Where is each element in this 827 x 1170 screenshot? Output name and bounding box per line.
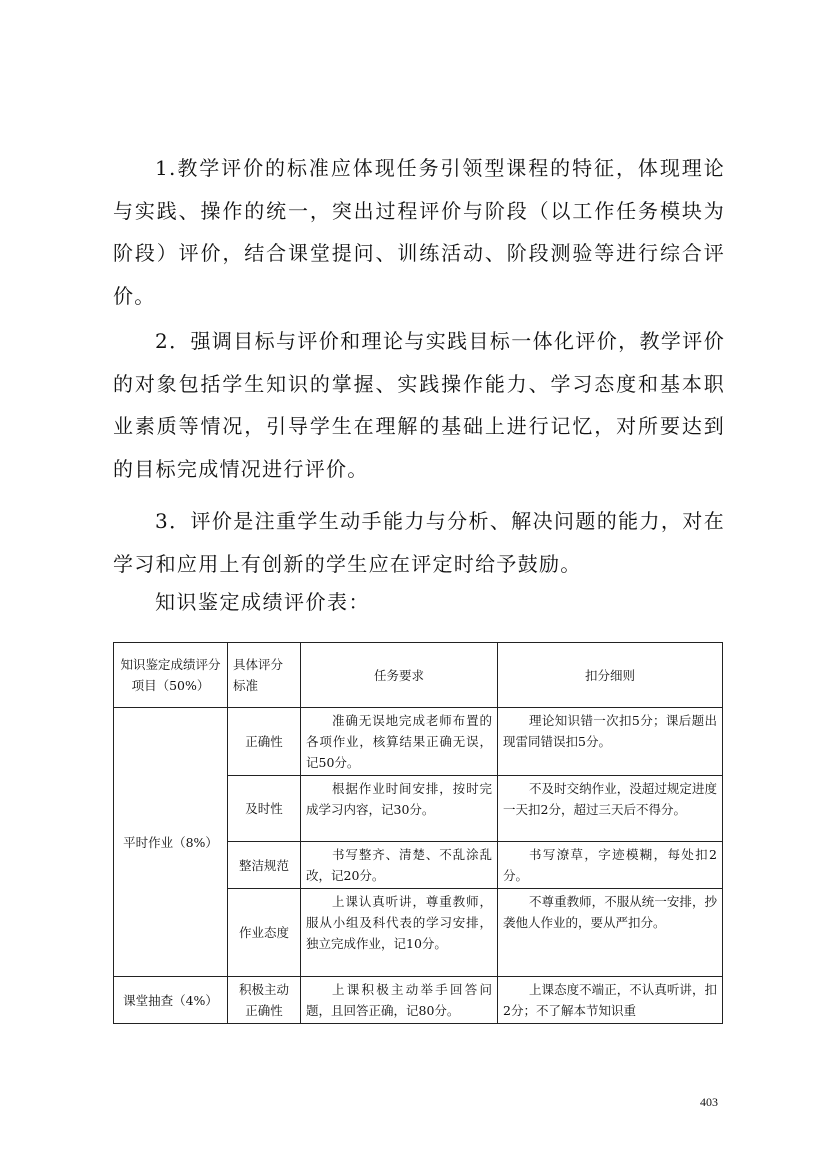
standard-cell: 作业态度 bbox=[228, 889, 301, 977]
paragraph-2: 2．强调目标与评价和理论与实践目标一体化评价，教学评价的对象包括学生知识的掌握、实践操作能力、学习态度和基本职业素质等情况，引导学生在理解的基础上进行记忆，对所要达到的目标完成情况进行评价。 bbox=[113, 329, 725, 481]
requirement-cell: 书写整齐、清楚、不乱涂乱改，记20分。 bbox=[301, 842, 498, 889]
header-deduction: 扣分细则 bbox=[498, 643, 723, 708]
evaluation-table bbox=[113, 642, 723, 1024]
standard-cell: 整洁规范 bbox=[228, 842, 301, 889]
header-standard: 具体评分标准 bbox=[228, 643, 301, 708]
deduction-cell: 不尊重教师，不服从统一安排，抄袭他人作业的，要从严扣分。 bbox=[498, 889, 723, 977]
standard-cell: 正确性 bbox=[228, 708, 301, 776]
header-requirement: 任务要求 bbox=[301, 643, 498, 708]
item-homework: 平时作业（8%） bbox=[114, 708, 228, 977]
requirement-cell: 根据作业时间安排，按时完成学习内容，记30分。 bbox=[301, 776, 498, 842]
table-caption: 知识鉴定成绩评价表： bbox=[155, 590, 370, 614]
standard-cell: 及时性 bbox=[228, 776, 301, 842]
table-row bbox=[114, 977, 723, 1024]
standard-cell: 积极主动正确性 bbox=[228, 977, 301, 1024]
requirement-cell: 上课认真听讲，尊重教师，服从小组及科代表的学习安排，独立完成作业，记10分。 bbox=[301, 889, 498, 977]
paragraph-1: 1.教学评价的标准应体现任务引领型课程的特征，体现理论与实践、操作的统一，突出过程评价与阶段（以工作任务模块为阶段）评价，结合课堂提问、训练活动、阶段测验等进行综合评价。 bbox=[113, 156, 725, 308]
table-header-row bbox=[114, 643, 723, 708]
item-class-check: 课堂抽查（4%） bbox=[114, 977, 228, 1024]
deduction-cell: 书写潦草，字迹模糊，每处扣2分。 bbox=[498, 842, 723, 889]
deduction-cell: 理论知识错一次扣5分；课后题出现雷同错误扣5分。 bbox=[498, 708, 723, 776]
header-item: 知识鉴定成绩评分项目（50%） bbox=[114, 643, 228, 708]
deduction-cell: 不及时交纳作业，没超过规定进度一天扣2分，超过三天后不得分。 bbox=[498, 776, 723, 842]
page-number: 403 bbox=[700, 1095, 718, 1109]
requirement-cell: 准确无误地完成老师布置的各项作业，核算结果正确无误，记50分。 bbox=[301, 708, 498, 776]
paragraph-3: 3．评价是注重学生动手能力与分析、解决问题的能力，对在学习和应用上有创新的学生应在评定时给予鼓励。 bbox=[113, 509, 725, 576]
table-row bbox=[114, 708, 723, 776]
deduction-cell: 上课态度不端正，不认真听讲，扣2分；不了解本节知识重 bbox=[498, 977, 723, 1024]
requirement-cell: 上课积极主动举手回答问题，且回答正确，记80分。 bbox=[301, 977, 498, 1024]
